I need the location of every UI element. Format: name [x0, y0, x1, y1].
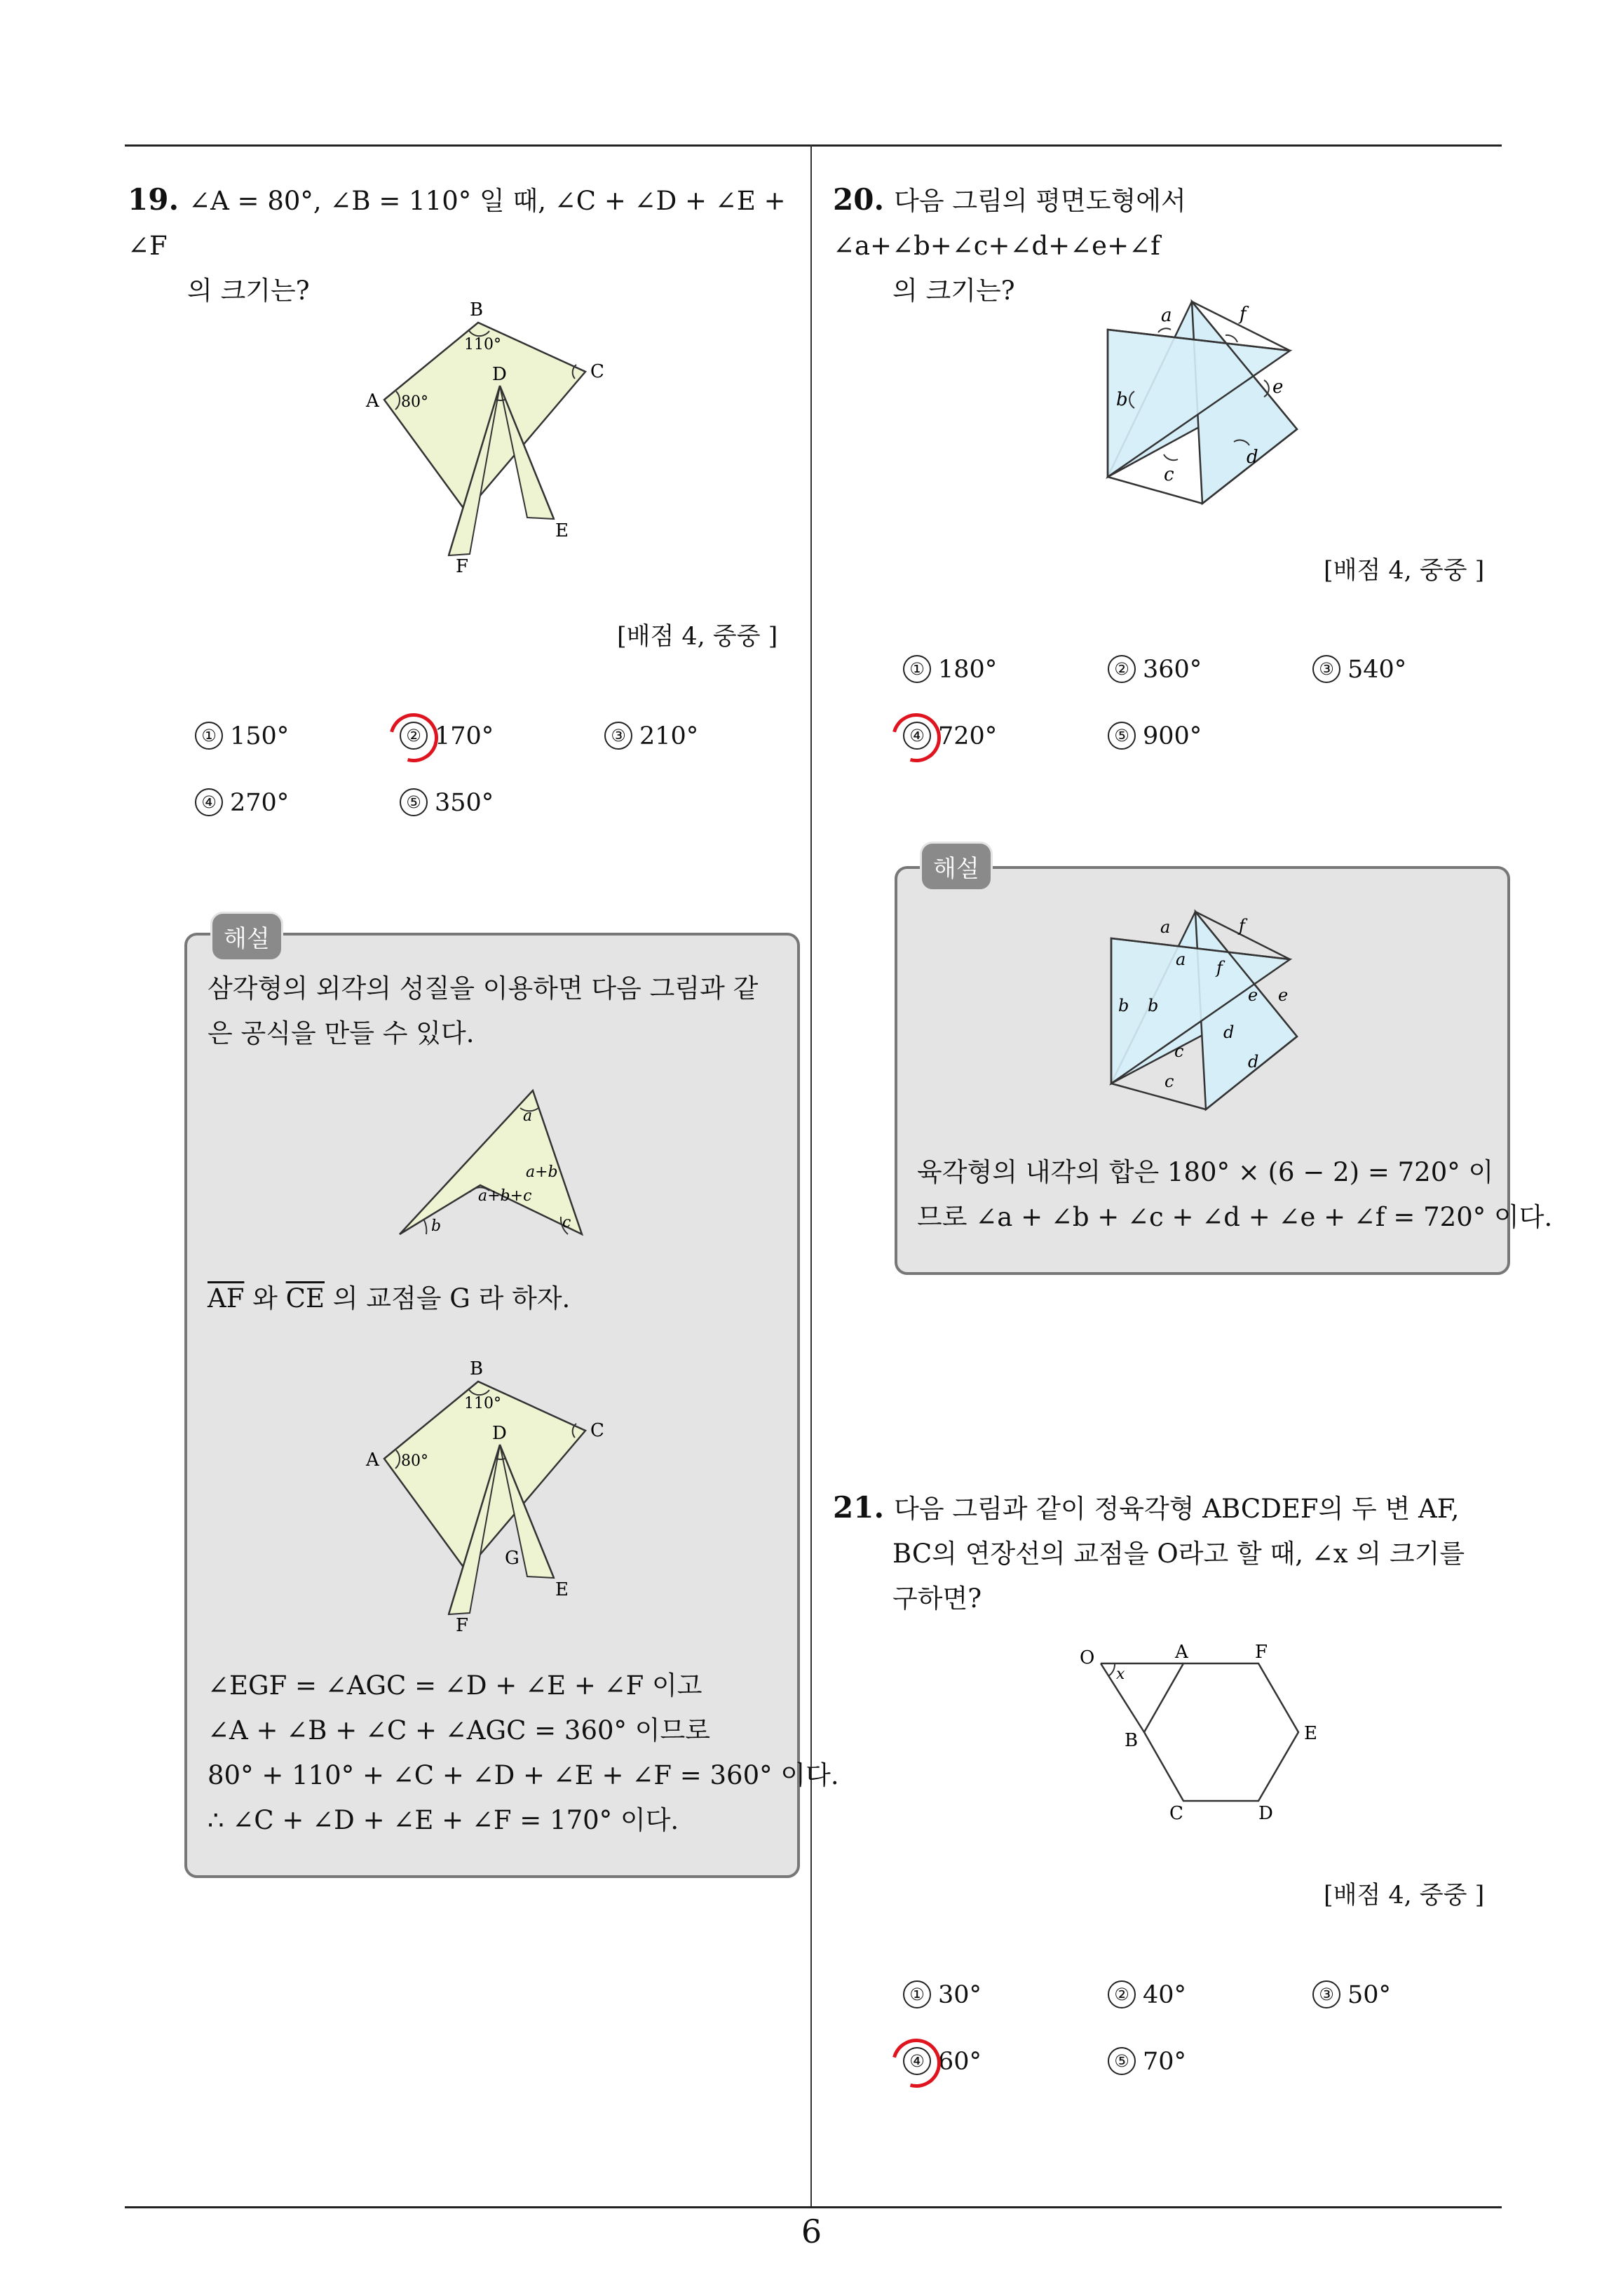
q20-answer-mark [883, 704, 950, 771]
sol20-b1: b [1118, 996, 1129, 1015]
tri-c: c [562, 1214, 571, 1231]
q19-option-4[interactable]: ④ 270° [195, 789, 289, 818]
sol20-a1: a [1160, 917, 1171, 937]
question-text-2: BC의 연장선의 교점을 O라고 할 때, ∠x 의 크기를 [892, 1539, 1465, 1569]
page-number: 6 [801, 2213, 822, 2250]
tri-abc: a+b+c [478, 1187, 532, 1205]
sol20-c2: c [1164, 1072, 1174, 1091]
q20-figure [1094, 302, 1311, 505]
top-rule [125, 144, 1502, 147]
sol-label-C: C [590, 1420, 604, 1441]
sol20-e2: e [1278, 985, 1289, 1005]
q20-option-2[interactable]: ② 360° [1108, 656, 1202, 685]
q19-option-5[interactable]: ⑤ 350° [400, 789, 494, 818]
fig20-c: c [1164, 464, 1174, 485]
sol20-a2: a [1176, 950, 1186, 969]
label-C: C [590, 361, 604, 382]
question-text-3: 구하면? [892, 1583, 982, 1614]
q20-sol-l1: 육각형의 내각의 합은 180° × (6 − 2) = 720° 이 [917, 1157, 1494, 1187]
fig20-a: a [1161, 305, 1172, 326]
question-text: 다음 그림의 평면도형에서 ∠a+∠b+∠c+∠d+∠e+∠f [833, 186, 1186, 261]
question-number: 21. [833, 1490, 885, 1525]
label-A: A [366, 391, 379, 412]
q21-meta: [배점 4, 중중 ] [1324, 1882, 1485, 1910]
q21-option-4[interactable]: ④ 60° [903, 2048, 982, 2077]
q19-sol-l3: 80° + 110° + ∠C + ∠D + ∠E + ∠F = 360° 이다. [208, 1760, 839, 1790]
column-divider [810, 144, 812, 2208]
fig21-B: B [1125, 1730, 1139, 1751]
fig20-d: d [1247, 447, 1258, 468]
q20-option-1[interactable]: ① 180° [903, 656, 997, 685]
question-text-2: 의 크기는? [892, 276, 1015, 306]
q21-figure [1080, 1642, 1318, 1824]
question-number: 20. [833, 182, 885, 217]
label-B: B [470, 299, 484, 320]
fig21-x: x [1116, 1666, 1125, 1683]
segment-af: $\overline{AF}$ [208, 1283, 245, 1314]
sol-label-80: 80° [401, 1452, 428, 1470]
fig21-D: D [1258, 1803, 1273, 1824]
sol-label-110: 110° [464, 1395, 501, 1412]
question-19 [128, 177, 801, 313]
q21-option-1[interactable]: ① 30° [903, 1981, 982, 2011]
q20-option-5[interactable]: ⑤ 900° [1108, 722, 1202, 752]
sol-label-G: G [505, 1548, 520, 1569]
question-text: ∠A = 80°, ∠B = 110° 일 때, ∠C + ∠D + ∠E + ∠F [128, 186, 786, 261]
q19-option-3[interactable]: ③ 210° [604, 722, 698, 752]
label-F: F [456, 556, 469, 577]
q19-sol-p1: 삼각형의 외각의 성질을 이용하면 다음 그림과 같 [208, 973, 759, 1004]
sol-label-B: B [470, 1358, 484, 1379]
sol20-f1: f [1239, 916, 1245, 936]
sol20-e1: e [1248, 985, 1258, 1005]
fig20-f: f [1240, 304, 1247, 325]
fig21-A: A [1175, 1642, 1188, 1663]
tri-ab: a+b [526, 1163, 558, 1181]
fig21-E: E [1304, 1723, 1317, 1744]
question-text-2: 의 크기는? [187, 276, 310, 306]
label-D: D [492, 364, 507, 385]
question-number: 19. [128, 182, 179, 217]
label-E: E [555, 520, 569, 541]
label-80: 80° [401, 393, 428, 411]
sol-label-E: E [555, 1579, 569, 1600]
fig21-F: F [1255, 1642, 1268, 1663]
q19-option-1[interactable]: ① 150° [195, 722, 289, 752]
q19-sol-l1: ∠EGF = ∠AGC = ∠D + ∠E + ∠F 이고 [208, 1670, 702, 1701]
q20-sol-l2: 므로 ∠a + ∠b + ∠c + ∠d + ∠e + ∠f = 720° 이다. [917, 1202, 1553, 1232]
q20-solution-tag: 해설 [920, 842, 993, 891]
q19-sol-l2: ∠A + ∠B + ∠C + ∠AGC = 360° 이므로 [208, 1715, 711, 1745]
sol20-d1: d [1223, 1022, 1235, 1042]
fig20-b: b [1116, 389, 1128, 410]
sol20-c1: c [1174, 1041, 1184, 1061]
q19-sol-figure [366, 1353, 617, 1636]
sol-label-A: A [366, 1450, 379, 1471]
q19-answer-mark [380, 704, 447, 771]
q19-meta: [배점 4, 중중 ] [617, 623, 778, 651]
q21-option-3[interactable]: ③ 50° [1312, 1981, 1391, 2011]
question-20 [833, 177, 1506, 313]
q19-figure [366, 295, 617, 577]
tri-a: a [523, 1107, 533, 1125]
bottom-rule [125, 2206, 1502, 2208]
sol20-b2: b [1148, 996, 1159, 1015]
q19-sol-p2: 은 공식을 만들 수 있다. [208, 1018, 475, 1048]
question-21 [833, 1485, 1506, 1621]
q21-option-5[interactable]: ⑤ 70° [1108, 2048, 1186, 2077]
sol-label-D: D [492, 1423, 507, 1444]
q19-solution-tag: 해설 [210, 912, 283, 961]
fig21-C: C [1169, 1803, 1183, 1824]
q20-meta: [배점 4, 중중 ] [1324, 557, 1485, 585]
question-text: 다음 그림과 같이 정육각형 ABCDEF의 두 변 AF, [894, 1494, 1460, 1524]
q19-option-2[interactable]: ② 170° [400, 722, 494, 752]
segment-ce: $\overline{CE}$ [285, 1283, 325, 1314]
fig21-O: O [1080, 1647, 1095, 1668]
q21-option-2[interactable]: ② 40° [1108, 1981, 1186, 2011]
fig20-e: e [1272, 377, 1284, 398]
q19-sol-p3: $\overline{AF}$ 와 $\overline{CE}$ 의 교점을 G 라 하자. [208, 1283, 571, 1314]
q20-option-3[interactable]: ③ 540° [1312, 656, 1406, 685]
q19-sol-l4: ∴ ∠C + ∠D + ∠E + ∠F = 170° 이다. [208, 1805, 679, 1835]
q20-sol-figure [1097, 912, 1308, 1108]
tri-b: b [431, 1217, 442, 1235]
q19-sol-triangle [400, 1087, 589, 1241]
q20-option-4[interactable]: ④ 720° [903, 722, 997, 752]
sol-label-F: F [456, 1615, 469, 1636]
sol20-f2: f [1216, 958, 1223, 978]
sol20-d2: d [1248, 1052, 1259, 1072]
label-110: 110° [464, 336, 501, 353]
q21-answer-mark [883, 2030, 950, 2097]
